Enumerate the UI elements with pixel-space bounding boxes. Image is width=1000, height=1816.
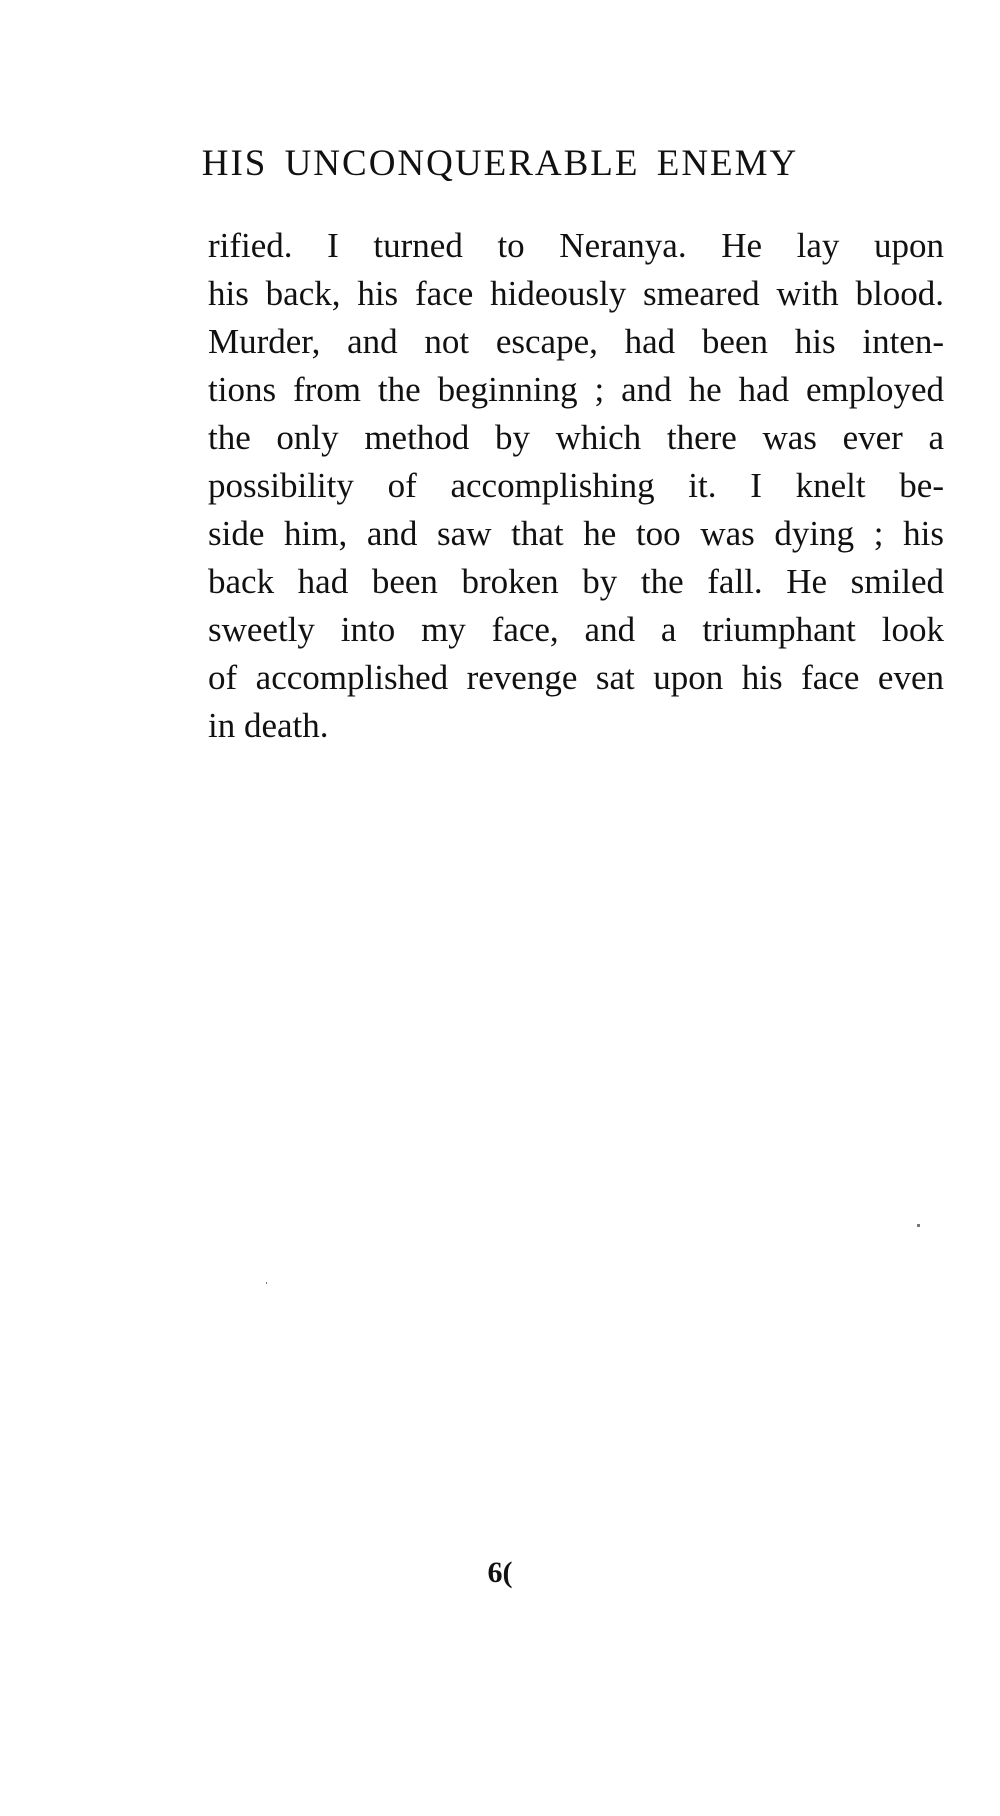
- text-line: the only method by which there was ever a: [208, 418, 944, 457]
- text-line: back had been broken by the fall. He smiled: [208, 562, 944, 601]
- body-paragraph: [208, 222, 944, 750]
- paper-speck: [917, 1224, 920, 1227]
- text-line: his back, his face hideously smeared with blood.: [208, 274, 944, 313]
- text-line: rified. I turned to Neranya. He lay upon: [208, 226, 944, 265]
- paper-speck: [266, 1282, 267, 1284]
- text-line: in death.: [208, 706, 329, 745]
- text-line: tions from the beginning ; and he had employed: [208, 370, 944, 409]
- text-line: of accomplished revenge sat upon his face even: [208, 658, 944, 697]
- text-line: side him, and saw that he too was dying ; his: [208, 514, 944, 553]
- text-line: possibility of accomplishing it. I knelt be-: [208, 466, 944, 505]
- text-line: sweetly into my face, and a triumphant look: [208, 610, 944, 649]
- text-line: Murder, and not escape, had been his inten-: [208, 322, 944, 361]
- running-head: HIS UNCONQUERABLE ENEMY: [201, 143, 799, 184]
- page-number: 6(: [487, 1556, 513, 1589]
